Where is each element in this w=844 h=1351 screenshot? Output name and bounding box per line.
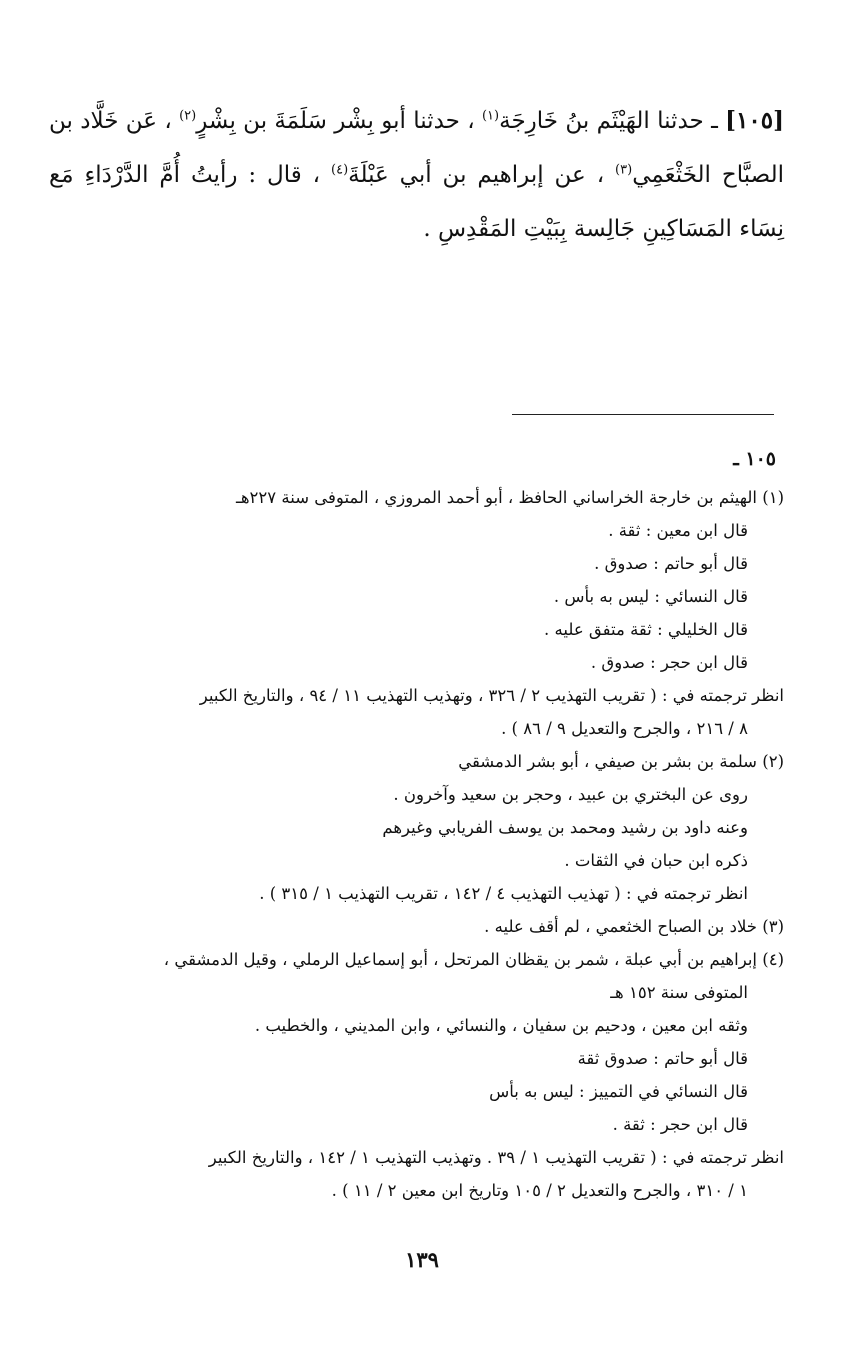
footnote-line: ١ / ٣١٠ ، والجرح والتعديل ٢ / ١٠٥ وتاريخ ابن معين ٢ / ١١ ) . (331, 1181, 748, 1200)
hadith-segment: ، عن إبراهيم بن أبي عَبْلَةَ (348, 162, 616, 188)
footnote-line: قال ابن حجر : ثقة . (612, 1115, 748, 1134)
hadith-segment: ، حدثنا أبو بِشْر سَلَمَةَ بن بِشْرٍ (196, 108, 482, 134)
footnote-ref: (٣) (615, 162, 633, 178)
hadith-segment: ، قال : رأيتُ أُمَّ الدَّرْدَاءِ مَع نِسَاء المَسَاكِينِ جَالِسة بِبَيْتِ المَقْدِسِ . (49, 162, 784, 242)
footnote-line: قال ابن معين : ثقة . (608, 521, 748, 540)
footnote-line: قال أبو حاتم : صدوق . (594, 554, 748, 573)
hadith-segment: ، عَن خَلَّاد بن الصبَّاح الخَثْعَمِي (49, 108, 784, 188)
footnote-line: قال ابن حجر : صدوق . (590, 653, 748, 672)
footnote-divider (512, 414, 774, 415)
footnote-line: وثقه ابن معين ، ودحيم بن سفيان ، والنسائي ، وابن المديني ، والخطيب . (254, 1016, 748, 1035)
footnote-line: (٢) سلمة بن بشر بن صيفي ، أبو بشر الدمشقي (458, 752, 784, 771)
footnotes-heading: ١٠٥ ـ (733, 448, 776, 470)
footnote-line: انظر ترجمته في : ( تهذيب التهذيب ٤ / ١٤٢ ، تقريب التهذيب ١ / ٣١٥ ) . (259, 884, 748, 903)
footnote-line: قال أبو حاتم : صدوق ثقة (577, 1049, 748, 1068)
footnotes (44, 481, 784, 1207)
footnote-line: ٨ / ٢١٦ ، والجرح والتعديل ٩ / ٨٦ ) . (501, 719, 748, 738)
footnote-line: (٤) إبراهيم بن أبي عبلة ، شمر بن يقظان المرتحل ، أبو إسماعيل الرملي ، وقيل الدمشقي ، (163, 950, 784, 969)
hadith-text (49, 94, 784, 256)
footnote-line: وعنه داود بن رشيد ومحمد بن يوسف الفريابي وغيرهم (382, 818, 748, 837)
footnote-line: المتوفى سنة ١٥٢ هـ (610, 983, 748, 1002)
footnote-line: ذكره ابن حبان في الثقات . (564, 851, 748, 870)
hadith-number: [١٠٥] (725, 107, 784, 134)
footnote-ref: (٢) (179, 108, 197, 124)
footnote-line: قال الخليلي : ثقة متفق عليه . (544, 620, 748, 639)
footnote-line: قال النسائي : ليس به بأس . (553, 587, 748, 606)
hadith-segment: ـ حدثنا الهَيْثَم بنُ خَارِجَة (499, 108, 726, 134)
footnote-ref: (١) (481, 108, 500, 124)
footnote-line: روى عن البختري بن عبيد ، وحجر بن سعيد وآخرون . (393, 785, 748, 804)
footnote-line: انظر ترجمته في : ( تقريب التهذيب ٢ / ٣٢٦ ، وتهذيب التهذيب ١١ / ٩٤ ، والتاريخ الكبير (199, 686, 784, 705)
footnote-line: (٣) خلاد بن الصباح الخثعمي ، لم أقف عليه . (484, 917, 784, 936)
footnote-line: (١) الهيثم بن خارجة الخراساني الحافظ ، أبو أحمد المروزي ، المتوفى سنة ٢٢٧هـ (236, 488, 784, 507)
footnote-ref: (٤) (331, 162, 349, 178)
footnote-line: انظر ترجمته في : ( تقريب التهذيب ١ / ٣٩ . وتهذيب التهذيب ١ / ١٤٢ ، والتاريخ الكبير (208, 1148, 784, 1167)
footnote-line: قال النسائي في التمييز : ليس به بأس (489, 1082, 748, 1101)
page-number: ١٣٩ (405, 1247, 439, 1272)
